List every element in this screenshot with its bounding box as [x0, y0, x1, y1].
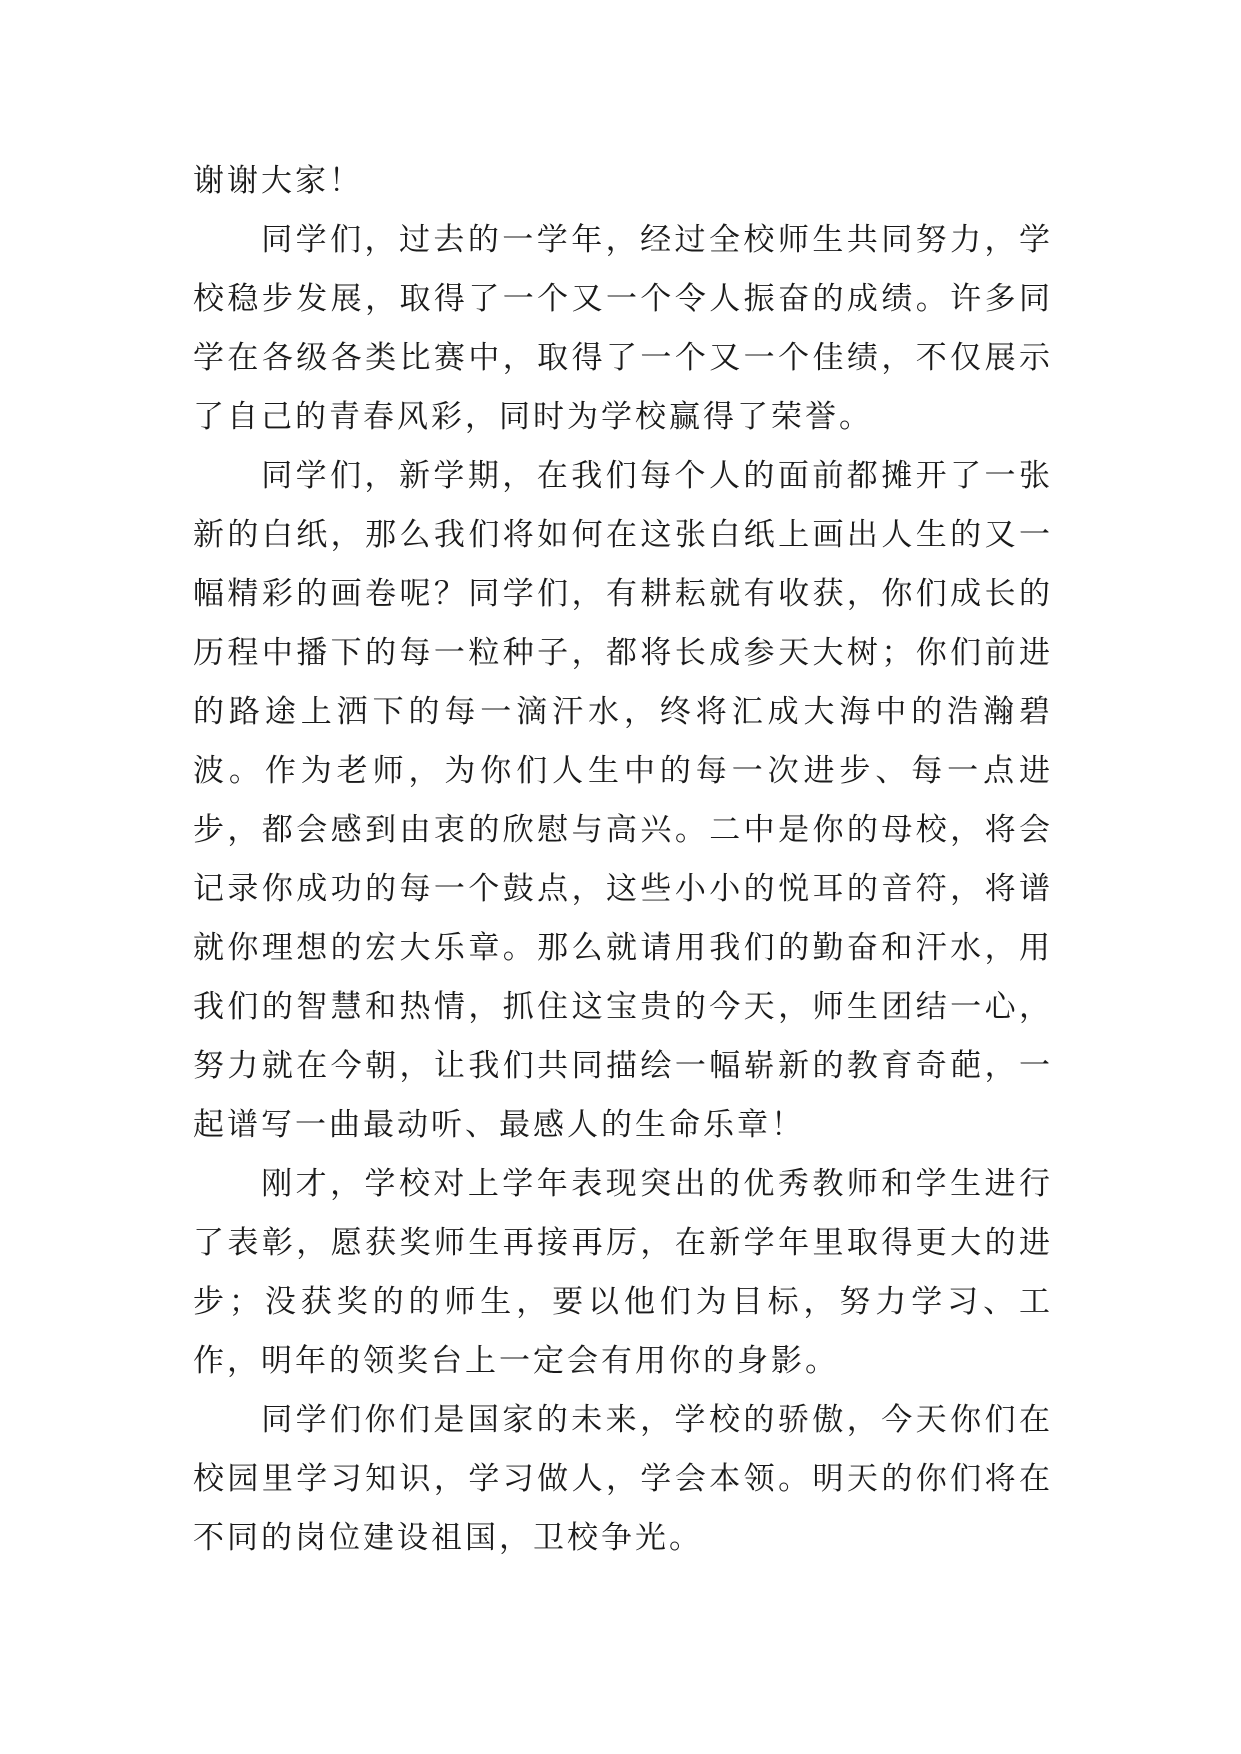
paragraph-closing-thanks: 谢谢大家！	[193, 163, 363, 199]
paragraph-awards: 刚才，学校对上学年表现突出的优秀教师和学生进行了表彰，愿获奖师生再接再厉，在新学年里取得更大的进步；没获奖的的师生，要以他们为目标，努力学习、工作，明年的领奖台上一定会有用你的身影。	[193, 1166, 1053, 1379]
document-body	[193, 152, 1053, 1568]
paragraph-future: 同学们你们是国家的未来，学校的骄傲，今天你们在校园里学习知识，学习做人，学会本领。明天的你们将在不同的岗位建设祖国，卫校争光。	[193, 1402, 1053, 1556]
paragraph-past-year: 同学们，过去的一学年，经过全校师生共同努力，学校稳步发展，取得了一个又一个令人振奋的成绩。许多同学在各级各类比赛中，取得了一个又一个佳绩，不仅展示了自己的青春风彩，同时为学校赢得了荣誉。	[193, 222, 1053, 435]
paragraph-new-semester: 同学们，新学期，在我们每个人的面前都摊开了一张新的白纸，那么我们将如何在这张白纸上画出人生的又一幅精彩的画卷呢？同学们，有耕耘就有收获，你们成长的历程中播下的每一粒种子，都将长成参天大树；你们前进的路途上洒下的每一滴汗水，终将汇成大海中的浩瀚碧波。作为老师，为你们人生中的每一次进步、每一点进步，都会感到由衷的欣慰与高兴。二中是你的母校，将会记录你成功的每一个鼓点，这些小小的悦耳的音符，将谱就你理想的宏大乐章。那么就请用我们的勤奋和汗水，用我们的智慧和热情，抓住这宝贵的今天，师生团结一心，努力就在今朝，让我们共同描绘一幅崭新的教育奇葩，一起谱写一曲最动听、最感人的生命乐章！	[193, 458, 1053, 1143]
